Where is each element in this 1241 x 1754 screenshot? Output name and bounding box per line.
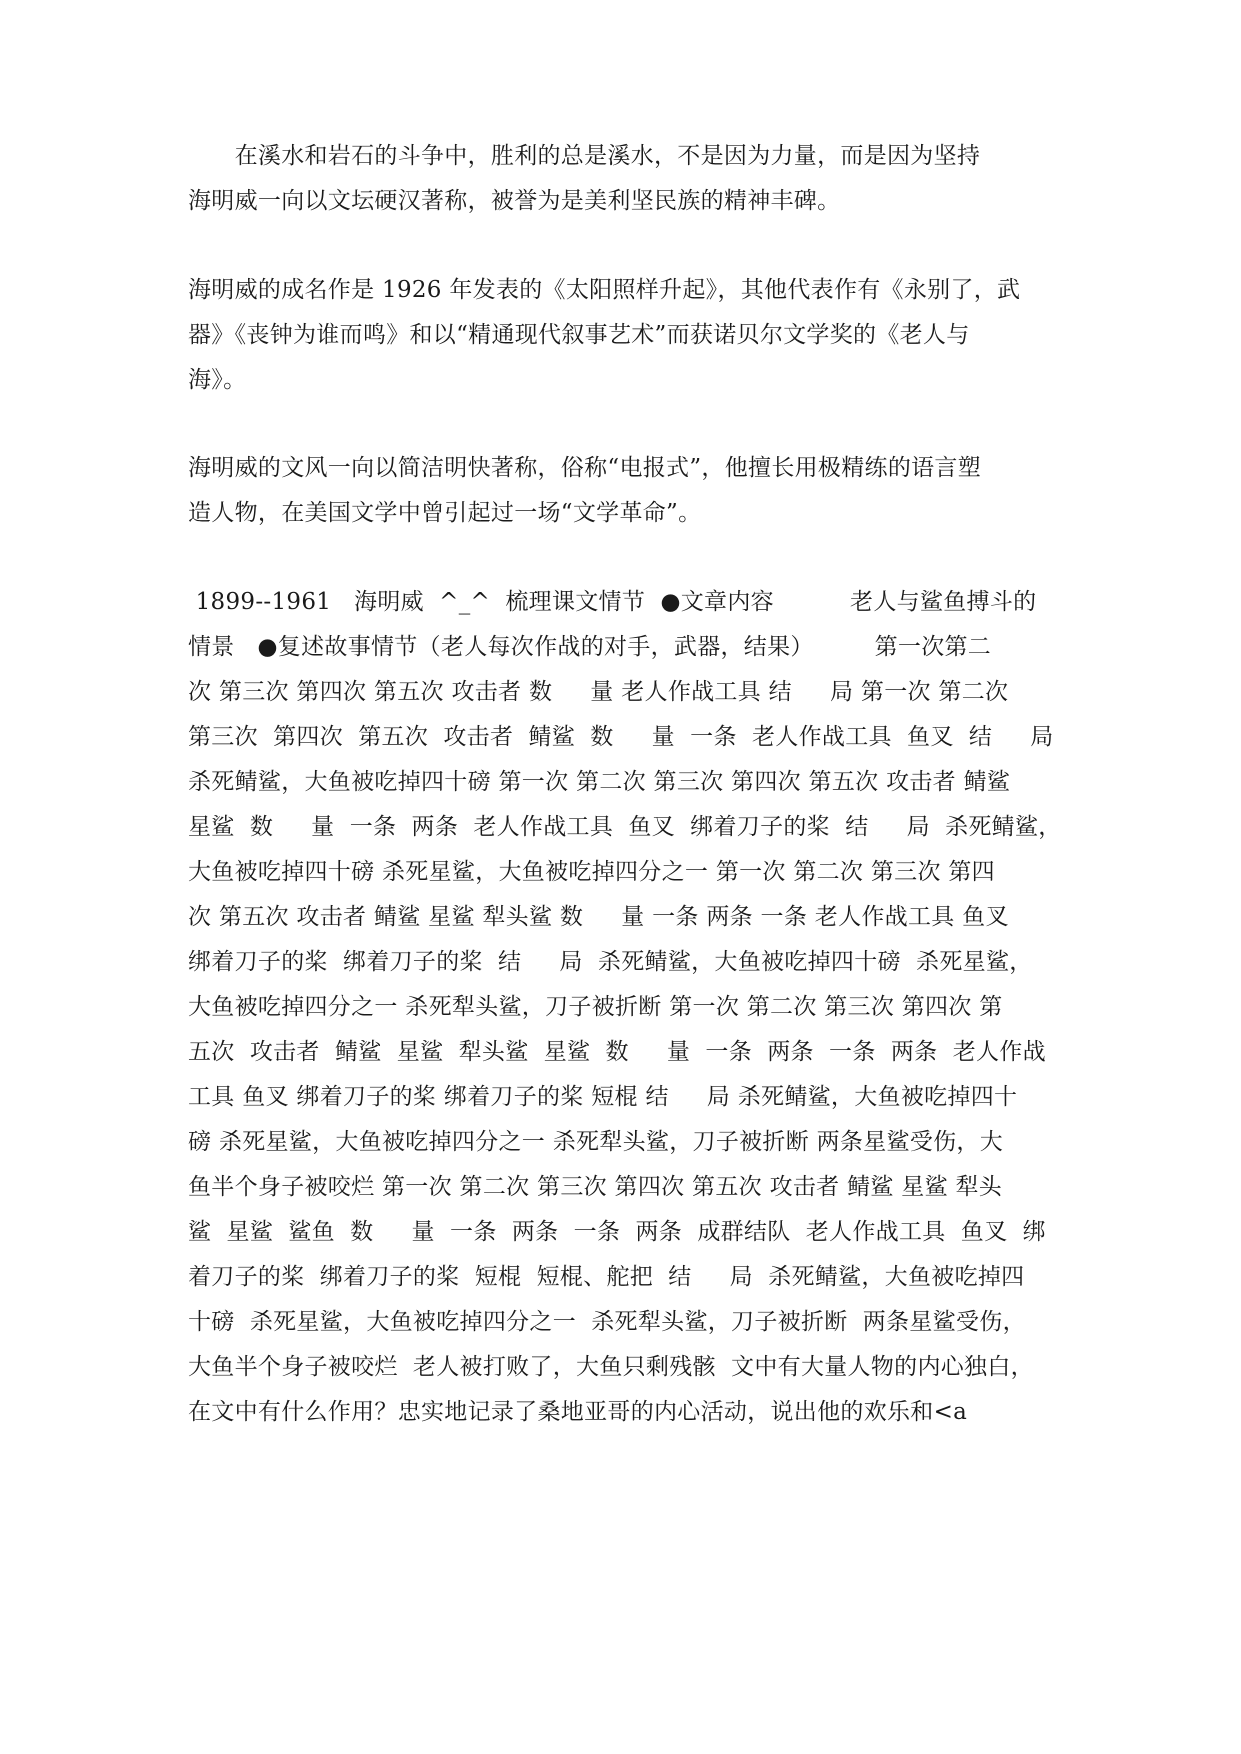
paragraph-line: 十磅 杀死星鲨，大鱼被吃掉四分之一 杀死犁头鲨，刀子被折断 两条星鲨受伤， [188,1309,1026,1335]
paragraph-line: 第三次 第四次 第五次 攻击者 鲭鲨 数 量 一条 老人作战工具 鱼叉 结 局 [188,724,1054,750]
paragraph-line: 海明威的成名作是 1926 年发表的《太阳照样升起》，其他代表作有《永别了，武 [188,277,1021,303]
paragraph-line: 在文中有什么作用？忠实地记录了桑地亚哥的内心活动，说出他的欢乐和<a [188,1399,968,1425]
paragraph-line: 鱼半个身子被咬烂 第一次 第二次 第三次 第四次 第五次 攻击者 鲭鲨 星鲨 犁头 [188,1174,1003,1200]
paragraph-line: 海明威一向以文坛硬汉著称，被誉为是美利坚民族的精神丰碑。 [188,188,841,214]
paragraph-line: 次 第三次 第四次 第五次 攻击者 数 量 老人作战工具 结 局 第一次 第二次 [188,679,1009,705]
paragraph-line: 1899--1961 海明威 ^_^ 梳理课文情节 ●文章内容 老人与鲨鱼搏斗的 [188,589,1037,615]
paragraph-line: 绑着刀子的桨 绑着刀子的桨 结 局 杀死鲭鲨，大鱼被吃掉四十磅 杀死星鲨， [188,949,1033,975]
paragraph-line: 在溪水和岩石的斗争中，胜利的总是溪水，不是因为力量，而是因为坚持 [188,143,981,169]
paragraph-line: 情景 ●复述故事情节（老人每次作战的对手，武器，结果） 第一次第二 [188,634,992,660]
paragraph-line: 星鲨 数 量 一条 两条 老人作战工具 鱼叉 绑着刀子的桨 结 局 杀死鲭鲨， [188,814,1062,840]
paragraph-line: 造人物，在美国文学中曾引起过一场“文学革命”。 [188,500,702,526]
paragraph-line: 磅 杀死星鲨，大鱼被吃掉四分之一 杀死犁头鲨，刀子被折断 两条星鲨受伤，大 [188,1129,1004,1155]
paragraph-line: 海》。 [188,367,247,393]
paragraph-line: 鲨 星鲨 鲨鱼 数 量 一条 两条 一条 两条 成群结队 老人作战工具 鱼叉 绑 [188,1219,1046,1245]
paragraph-line: 大鱼半个身子被咬烂 老人被打败了，大鱼只剩残骸 文中有大量人物的内心独白， [188,1354,1034,1380]
paragraph-line: 次 第五次 攻击者 鲭鲨 星鲨 犁头鲨 数 量 一条 两条 一条 老人作战工具 鱼叉 [188,904,1009,930]
paragraph-line: 五次 攻击者 鲭鲨 星鲨 犁头鲨 星鲨 数 量 一条 两条 一条 两条 老人作战 [188,1039,1046,1065]
paragraph-line: 器》《丧钟为谁而鸣》和以“精通现代叙事艺术”而获诺贝尔文学奖的《老人与 [188,322,970,348]
paragraph-line: 海明威的文风一向以简洁明快著称，俗称“电报式”，他擅长用极精练的语言塑 [188,455,982,481]
paragraph-line: 大鱼被吃掉四十磅 杀死星鲨，大鱼被吃掉四分之一 第一次 第二次 第三次 第四 [188,859,995,885]
paragraph-line: 杀死鲭鲨，大鱼被吃掉四十磅 第一次 第二次 第三次 第四次 第五次 攻击者 鲭鲨 [188,769,1011,795]
paragraph-line: 着刀子的桨 绑着刀子的桨 短棍 短棍、舵把 结 局 杀死鲭鲨，大鱼被吃掉四 [188,1264,1025,1290]
paragraph-line: 大鱼被吃掉四分之一 杀死犁头鲨，刀子被折断 第一次 第二次 第三次 第四次 第 [188,994,1003,1020]
paragraph-line: 工具 鱼叉 绑着刀子的桨 绑着刀子的桨 短棍 结 局 杀死鲭鲨，大鱼被吃掉四十 [188,1084,1018,1110]
